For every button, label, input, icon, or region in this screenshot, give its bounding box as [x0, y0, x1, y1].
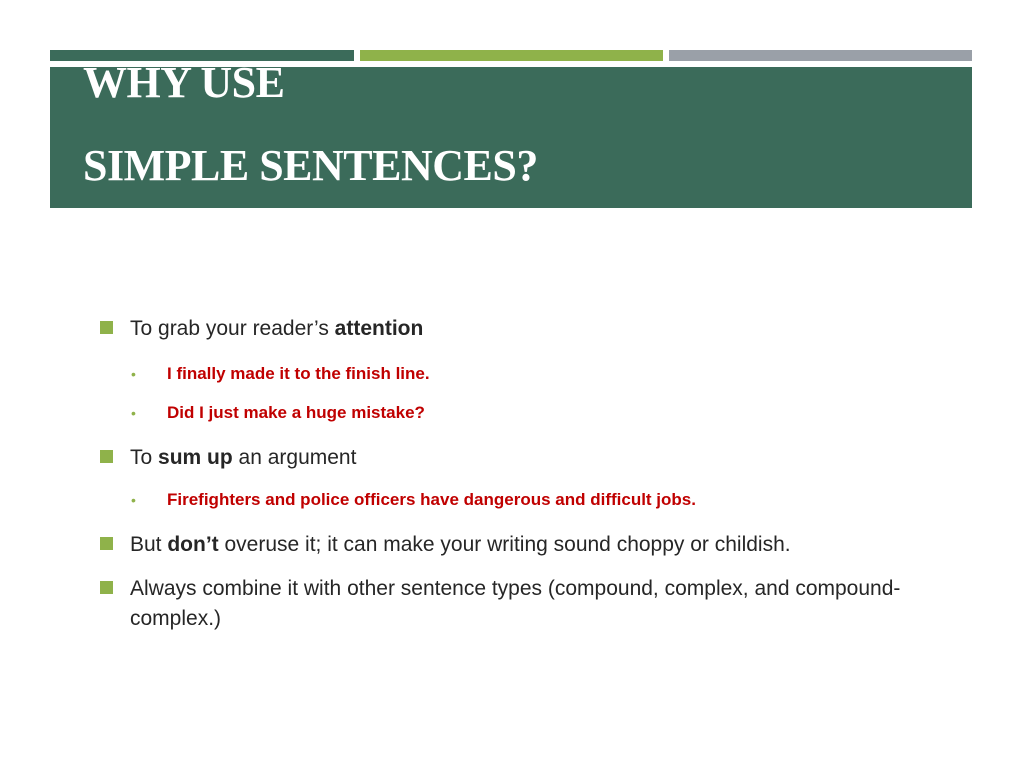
- bullet-item: [100, 443, 920, 473]
- bullet-text: But don’t overuse it; it can make your writing sound choppy or childish.: [130, 533, 791, 556]
- bullet-item: [100, 574, 920, 634]
- bullet-text: To sum up an argument: [130, 446, 357, 469]
- bullet-item: [100, 314, 920, 344]
- square-bullet-icon: [100, 321, 113, 334]
- example-item: [131, 362, 911, 386]
- example-item: [131, 488, 911, 512]
- title-line-1: WHY USE: [83, 67, 285, 107]
- square-bullet-icon: [100, 537, 113, 550]
- title-line-2: SIMPLE SENTENCES?: [83, 141, 538, 190]
- dot-bullet-icon: •: [131, 405, 136, 421]
- square-bullet-icon: [100, 450, 113, 463]
- bullet-text: To grab your reader’s attention: [130, 317, 424, 340]
- example-text: Firefighters and police officers have dangerous and difficult jobs.: [167, 490, 696, 509]
- example-item: [131, 401, 911, 425]
- bullet-text: Always combine it with other sentence types (compound, complex, and compound-complex.): [130, 577, 901, 630]
- dot-bullet-icon: •: [131, 366, 136, 382]
- example-text: Did I just make a huge mistake?: [167, 403, 425, 422]
- bullet-item: [100, 530, 920, 560]
- example-text: I finally made it to the finish line.: [167, 364, 430, 383]
- dot-bullet-icon: •: [131, 492, 136, 508]
- square-bullet-icon: [100, 581, 113, 594]
